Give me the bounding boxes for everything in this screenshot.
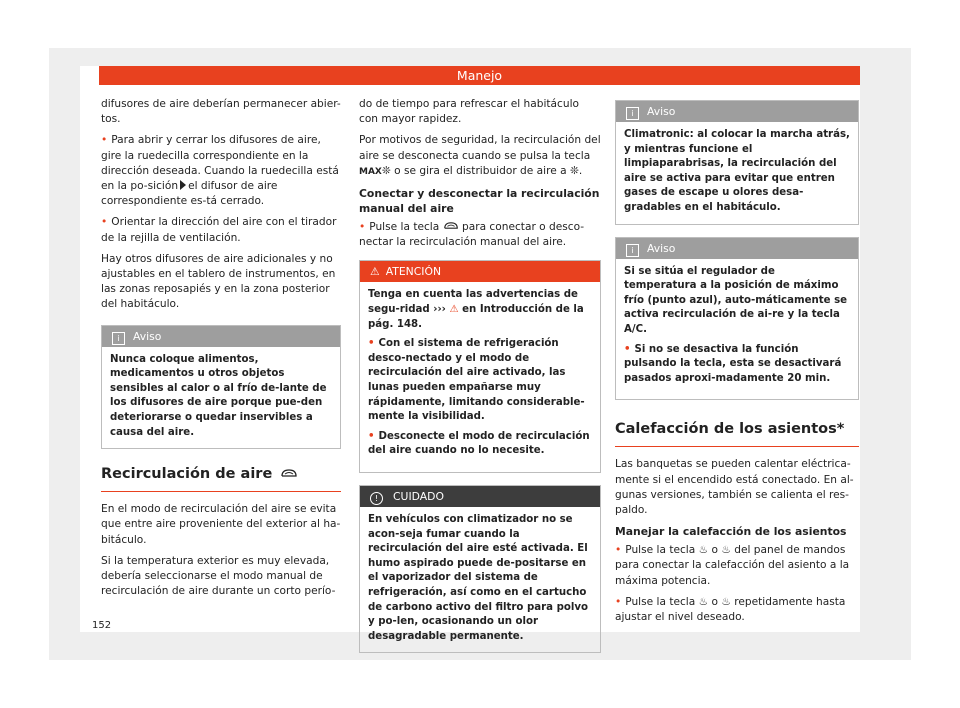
column-1 — [101, 97, 341, 605]
aviso-box — [615, 237, 859, 401]
paragraph: Por motivos de seguridad, la recirculación del aire se desconecta cuando se pulsa la tecla MAX❊ o se gira el distribuidor de aire a ❊. — [359, 134, 601, 177]
aviso-header: i Aviso — [616, 238, 858, 259]
info-icon: i — [112, 332, 125, 345]
recirculation-icon — [443, 221, 459, 230]
atencion-box — [359, 260, 601, 473]
aviso-body: Nunca coloque alimentos, medicamentos u otros objetos sensibles al calor o al frío de-lante de los difusores de aire porque pue-den deteriorarse o quedar inservibles a causa del aire. — [110, 353, 327, 438]
recirculation-icon — [280, 468, 298, 478]
defrost-icon: ❊ — [381, 164, 391, 177]
cuidado-body: En vehículos con climatizador no se acon-seja fumar cuando la recirculación del aire esté activada. El humo aspirado puede de-positarse en el vaporizador del sistema de refrigeración, así como en el cartucho de carbono activo del filtro para polvo y po-len, ocasionando un olor desagradable permanente. — [368, 513, 588, 642]
seat-heating-left-icon: ♨ — [698, 595, 709, 608]
bullet-item: • Con el sistema de refrigeración desco-nectado y el modo de recirculación del aire activado, las lunas pueden empañarse muy rápidamente, limitando considerable-mente la visibilidad. — [368, 337, 592, 425]
aviso-header: i Aviso — [616, 101, 858, 122]
aviso-body — [616, 259, 858, 400]
aviso-box — [101, 325, 341, 450]
aviso-box — [615, 100, 859, 225]
section-header: Manejo — [99, 66, 860, 85]
windscreen-icon: ❊ — [569, 164, 579, 177]
aviso-body: Climatronic: al colocar la marcha atrás, y mientras funcione el limpiaparabrisas, la recirculación del aire se activa para evitar que entren gases de escape u olores desa-gradables en el habitáculo. — [624, 129, 850, 213]
page-number: 152 — [92, 620, 112, 631]
info-icon: i — [626, 107, 639, 120]
warning-icon: ⚠ — [449, 304, 459, 316]
heading-manejar: Manejar la calefacción de los asientos — [615, 525, 847, 539]
paragraph: Si la temperatura exterior es muy elevada, debería seleccionarse el modo manual de recirculación de aire durante un corto perío- — [101, 554, 336, 598]
seat-heating-right-icon: ♨ — [721, 544, 731, 557]
bullet-item: • Pulse la tecla ♨ o ♨ del panel de mandos para conectar la calefacción del asiento a la máxima potencia. — [615, 543, 859, 589]
warning-icon: ⚠ — [370, 265, 380, 279]
bullet-item: • Desconecte el modo de recirculación del aire cuando no lo necesite. — [368, 430, 592, 459]
info-icon: i — [626, 244, 639, 257]
paragraph: Hay otros difusores de aire adicionales y no ajustables en el tablero de instrumentos, en las zonas reposapiés y en la zona posterior del habitáculo. — [101, 252, 336, 311]
paragraph: Tenga en cuenta las advertencias de segu-ridad ››› ⚠ en Introducción de la pág. 148. — [368, 289, 584, 330]
closed-position-icon — [180, 180, 186, 190]
bullet-item: • Pulse la tecla ♨ o ♨ repetidamente hasta ajustar el nivel deseado. — [615, 595, 859, 625]
bullet-item: • Si no se desactiva la función pulsando la tecla, esta se desactivará pasados aproxi-madamente 20 min. — [624, 343, 850, 387]
heading-recirculacion: Recirculación de aire — [101, 465, 341, 492]
caution-icon: ! — [370, 492, 383, 505]
aviso-header: i Aviso — [102, 326, 340, 347]
paragraph: difusores de aire deberían permanecer abier-tos. — [101, 98, 341, 126]
cuidado-box — [359, 485, 601, 653]
column-2 — [359, 97, 601, 665]
ac-key-label: A/C. — [624, 323, 647, 335]
bullet-item: • Pulse la tecla para conectar o desco-nectar la recirculación manual del aire. — [359, 220, 601, 250]
max-key-label: MAX — [359, 166, 382, 177]
atencion-body — [360, 282, 600, 472]
cuidado-header: ! CUIDADO — [360, 486, 600, 507]
bullet-item: • Orientar la dirección del aire con el tirador de la rejilla de ventilación. — [101, 215, 341, 245]
paragraph: En el modo de recirculación del aire se evita que entre aire proveniente del exterior al ha-bitáculo. — [101, 503, 341, 546]
bullet-item: • Para abrir y cerrar los difusores de aire, gire la ruedecilla correspondiente en la dirección deseada. Cuando la ruedecilla está en la po-sición el difusor de aire correspondiente es-tá cerrado. — [101, 133, 341, 209]
atencion-header: ⚠ ATENCIÓN — [360, 261, 600, 282]
column-3 — [615, 100, 859, 631]
seat-heating-right-icon: ♨ — [721, 595, 731, 608]
paragraph: Si se sitúa el regulador de temperatura a la posición de máximo frío (punto azul), auto-máticamente se activa recirculación de ai-re y la tecla A/C. — [624, 265, 848, 335]
heading-conectar: Conectar y desconectar la recirculación manual del aire — [359, 187, 600, 216]
seat-heating-left-icon: ♨ — [698, 544, 709, 557]
heading-calefaccion: Calefacción de los asientos* — [615, 420, 859, 447]
paragraph: do de tiempo para refrescar el habitáculo con mayor rapidez. — [359, 98, 580, 126]
paragraph: Las banquetas se pueden calentar eléctrica-mente si el encendido está conectado. En al-gunas versiones, también se calienta el res-paldo. — [615, 458, 854, 516]
